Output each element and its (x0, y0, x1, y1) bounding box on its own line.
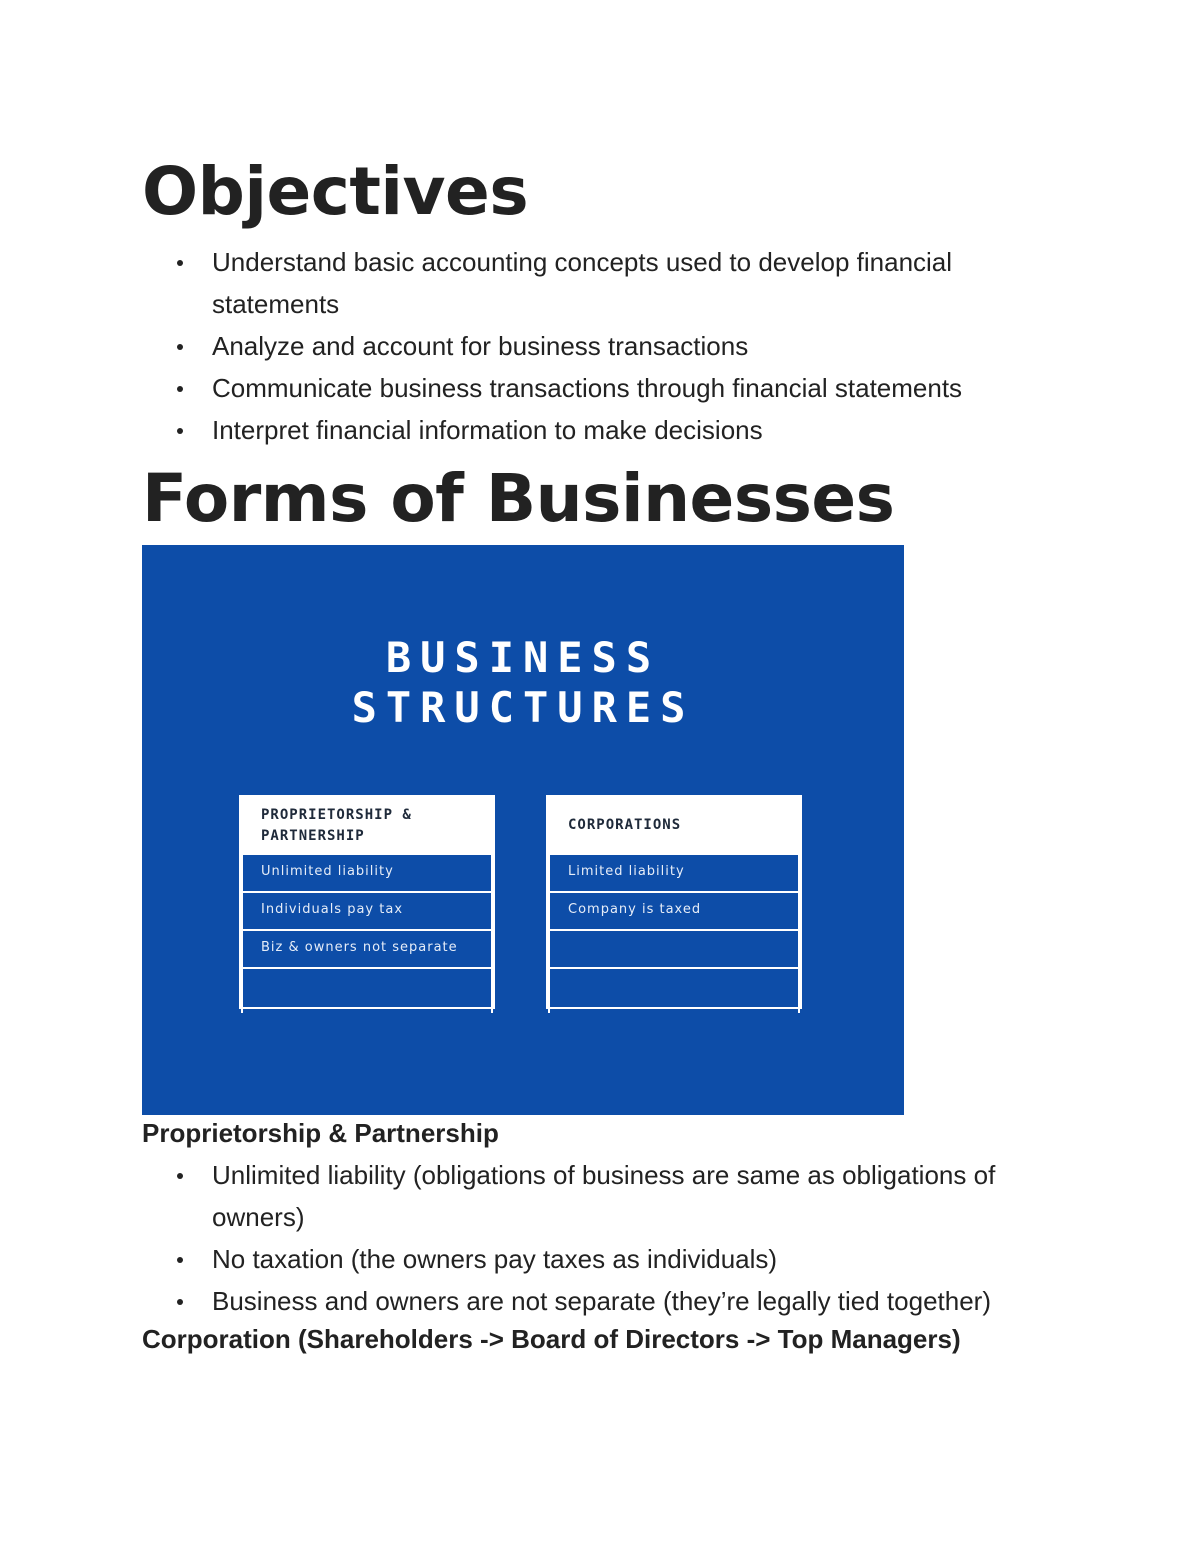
list-item: Interpret financial information to make decisions (142, 409, 1042, 451)
figure-title-line2: STRUCTURES (351, 683, 695, 732)
column-row: Limited liability (548, 855, 800, 893)
corporation-heading: Corporation (Shareholders -> Board of Directors -> Top Managers) (142, 1324, 961, 1354)
list-item: Unlimited liability (obligations of business are same as obligations of owners) (142, 1154, 1042, 1238)
list-item: Understand basic accounting concepts used to develop financial statements (142, 241, 1042, 325)
column-header: CORPORATIONS (548, 797, 800, 855)
objectives-list (142, 241, 1042, 451)
column-row: Unlimited liability (241, 855, 493, 893)
column-row: Company is taxed (548, 893, 800, 931)
proprietorship-list (142, 1154, 1042, 1322)
proprietorship-column (239, 795, 495, 1009)
figure-title-line1: BUSINESS (385, 633, 661, 682)
proprietorship-heading: Proprietorship & Partnership (142, 1118, 499, 1148)
column-row (548, 931, 800, 969)
list-item: Communicate business transactions through financial statements (142, 367, 1042, 409)
column-row (548, 969, 800, 1013)
column-row: Individuals pay tax (241, 893, 493, 931)
column-row: Biz & owners not separate (241, 931, 493, 969)
corporations-column (546, 795, 802, 1009)
objectives-heading: Objectives (142, 153, 529, 230)
column-header: PROPRIETORSHIP & PARTNERSHIP (241, 797, 493, 855)
list-item: Business and owners are not separate (they’re legally tied together) (142, 1280, 1042, 1322)
list-item: Analyze and account for business transactions (142, 325, 1042, 367)
list-item: No taxation (the owners pay taxes as individuals) (142, 1238, 1042, 1280)
column-row (241, 969, 493, 1013)
forms-heading: Forms of Businesses (142, 460, 895, 537)
